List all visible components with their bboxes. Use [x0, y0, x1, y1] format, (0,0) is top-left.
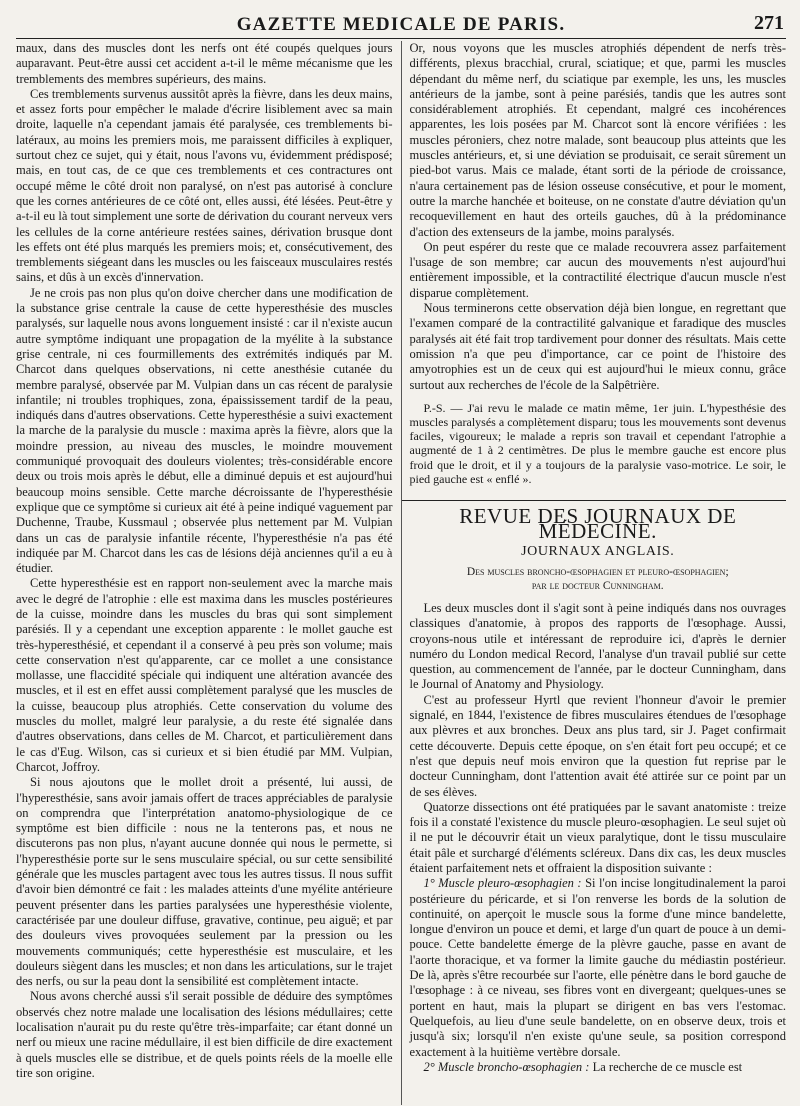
article-author: par le docteur Cunningham.	[531, 579, 664, 592]
section-divider	[402, 500, 787, 501]
paragraph: Je ne crois pas non plus qu'on doive chercher dans une modification de la substance grise centrale la cause de cette hyperesthésie des muscles paralysés, sur laquelle nous avons longuement insisté : car il n'existe aucun autre symptôme indiquant une propagation de la myélite à la substance grise centrale, ni ces fourmillements des extrémités indiqués par M. Charcot dans quelques observations, ni cette anesthésie cutanée du membre paralysé, observée par M. Vulpian dans un cas récent de paralysie infantile; ni troubles trophiques, zona, épaississement tardif de la peau, indiqués dans d'autres observations. Cette hyperesthésie a suivi exactement la marche de la paralysie du muscle : maxima après la fièvre, alors que la moindre pression, au niveau des muscles, le moindre mouvement communiqué provoquait des douleurs violentes; très-considérable encore deux ou trois mois après le début, elle a diminué depuis et est aujourd'hui beaucoup moins sensible. Cette marche décroissante de l'hyperesthésie explique que ce symptôme si curieux ait été à peine indiqué vaguement par Duchenne, Traube, Kussmaul ; observée plus nettement par M. Vulpian dans un cas de paralysie infantile récente, l'hyperesthésie n'a pas été indiquée par M. Charcot dans les cas de lésions déjà anciennes qu'il a eu à étudier.	[16, 285, 393, 576]
paragraph	[410, 1060, 787, 1075]
item-text: Si l'on incise longitudinalement la paroi postérieure du péricarde, et si l'on renverse les bords de la solution de continuité, on aperçoit le muscle sous la forme d'une mince bandelette, longue d'environ un pouce et demi, et large d'un quart de pouce à un demi-pouce. Cette bandelette émerge de la plèvre gauche, passe en avant de l'aorte thoracique, et va former la limite gauche du médiastin postérieur. De là, après s'être recourbée sur l'aorte, elle pénètre dans le bord gauche de l'œsophage : à ce niveau, ses fibres vont en divergeant; quelques-unes se portent en haut, mais la plupart se dirigent en bas vers l'estomac. Quelquefois, au lieu d'une seule bandelette, on en observe deux, trois et jusqu'à six; lorsqu'il n'en existe qu'une seule, sa position correspond exactement à la huitième vertèbre dorsale.	[409, 876, 786, 1059]
section-heading: JOURNAUX ANGLAIS.	[521, 543, 675, 559]
left-column	[16, 41, 401, 1105]
right-column	[401, 41, 787, 1105]
item-heading: 1° Muscle pleuro-œsophagien :	[423, 876, 582, 891]
article-subtitle-line: Des muscles broncho-œsophagien et pleuro-œsophagien;	[466, 565, 729, 578]
journal-title: GAZETTE MEDICALE DE PARIS.	[236, 14, 566, 35]
paragraph	[410, 876, 787, 1060]
paragraph: C'est au professeur Hyrtl que revient l'honneur d'avoir le premier signalé, en 1844, l'existence de fibres musculaires étendues de l'œsophage aux plèvres et aux bronches. Deux ans plus tard, sir J. Paget confirmait cette découverte. Depuis cette époque, on s'en était fort peu occupé; et ce n'est que depuis neuf mois environ que la question fut reprise par le docteur Cunningham, dont l'attention avait été attirée sur ce point par un de ses élèves.	[409, 692, 786, 799]
text-columns	[16, 41, 786, 1105]
paragraph: Ces tremblements survenus aussitôt après la fièvre, dans les deux mains, et assez forts pour empêcher le malade d'écrire lisiblement avec sa main droite, laquelle n'a cependant jamais été paralysée, ces tremblements bi-latéraux, au moins les premiers mois, me paraissent difficiles à expliquer, surtout chez ce sujet, qui y était, nous l'avons vu, évidemment prédisposé; mais, en tout cas, de ce que ces tremblements et ces contractures ont occupé même le côté droit non paralysé, on n'est pas autorisé à conclure que les cornes antérieures de ce côté ont, elles aussi, été lésées. Peut-être y a-t-il eu là tout simplement une sorte de dérivation du courant nerveux vers les cellules de la corne antérieure restées saines, dérivation brusque dont les effets ont été plus marqués les premiers mois; et, consécutivement, des tremblements siégeant dans les muscles ou les faisceaux musculaires restés sains, et dûs à un excès d'innervation.	[16, 86, 393, 285]
postscript: P.-S. — J'ai revu le malade ce matin même, 1er juin. L'hypesthésie des muscles paralysés a complètement disparu; tous les mouvements sont devenus faciles, vigoureux; le malade a repris son travail et cependant l'atrophie a augmenté de 1 à 2 centimètres. De plus le membre gauche est encore plus froid que le droit, et il y a toujours de la paralysie vaso-motrice. Le soir, le pied gauche est « enflé ».	[409, 400, 786, 486]
paragraph: On peut espérer du reste que ce malade recouvrera assez parfaitement l'usage de son membre; car aucun des mouvements n'est aujourd'hui entièrement impossible, et la contractilité électrique d'aucun muscle n'est disparue complètement.	[409, 239, 786, 300]
paragraph: Quatorze dissections ont été pratiquées par le savant anatomiste : treize fois il a constaté l'existence du muscle pleuro-œsophagien. Le seul sujet où il ne put le découvrir était un vieux paralytique, dont le tissu musculaire était pâle et surchargé d'éléments scléreux. Dans dix cas, les deux muscles étaient parfaitement nets et offraient la disposition suivante :	[409, 799, 786, 875]
page-number: 271	[754, 12, 784, 34]
paragraph: Cette hyperesthésie est en rapport non-seulement avec la marche mais avec le degré de l'atrophie : elle est maxima dans les muscles postérieures de la cuisse, moindre dans les muscles du bras qui sont simplement parésiés. Il y a cependant une exception apparente : le mollet gauche est très-hyperesthésié, et cependant il a conservé à peu près son volume; mais cette conservation n'est qu'apparente, car ce mollet a une consistance mollasse, une flaccidité spéciale qui indiquent une altération avancée des muscles, et il est en effet aussi complètement paralysé que les muscles de la cuisse, beaucoup plus atrophiés. Cette conservation du volume des muscles du mollet, malgré leur paralysie, a du reste été signalée dans d'autres observations, dans celles de M. Charcot, et particulièrement dans le cas d'Eug. Wilson, cas si curieux et si bien étudié par MM. Vulpian, Charcot, Joffroy.	[16, 576, 393, 774]
item-heading: 2° Muscle broncho-œsophagien :	[423, 1059, 590, 1074]
review-title: REVUE DES JOURNAUX DE MÉDECINE.	[459, 504, 737, 544]
paragraph: Les deux muscles dont il s'agit sont à peine indiqués dans nos ouvrages classiques d'anatomie, à propos des rapports de l'œsophage. Aussi, croyons-nous utile et intéressant de reproduire ici, d'après le dernier numéro du London medical Record, l'analyse d'un travail publié sur cette question, au commencement de l'année, par le docteur Cunningham, dans le Journal of Anatomy and Physiology.	[409, 600, 786, 692]
paragraph: Si nous ajoutons que le mollet droit a présenté, lui aussi, de l'hyperesthésie, sans avoir jamais offert de traces appréciables de paralysie on comprendra que l'interprétation anatomo-physiologique de ce symptôme est bien difficile : nous ne la tenterons pas, et nous ne discuterons pas non plus, n'ayant aucune donnée qui nous le permette, si l'hyperesthésie porte sur le sens musculaire spécial, ou sur cette sensibilité générale que les muscles partagent avec tous les autres tissus. Il nous suffit d'avoir bien démontré ce fait : les malades atteints d'une myélite antérieure peuvent présenter dans les parties paralysées une hyperesthésie violente, caractérisée par une douleur diffuse, gravative, continue, peu aiguë; et par des douleurs vives provoquées seulement par la pression ou les mouvements communiqués; cette hyperesthésie est musculaire, et les douleurs siègent dans les muscles; et non dans les articulations, sur le trajet des nerfs, ou sur la peau dont la sensibilité est complètement intacte.	[16, 775, 393, 989]
article-subtitle	[410, 565, 787, 593]
page-header	[16, 12, 786, 39]
paragraph: Nous avons cherché aussi s'il serait possible de déduire des symptômes observés chez notre malade une localisation des lésions médullaires; cette localisation n'aurait pu du reste qu'être très-imparfaite; car étant donné un nerf ou mieux une racine médullaire, il est bien difficile de dire exactement à quels muscles elle se distribue, et de quels points réels de la moelle elle tire son origine.	[16, 989, 393, 1080]
item-text: La recherche de ce muscle est	[592, 1059, 743, 1074]
paragraph: Nous terminerons cette observation déjà bien longue, en regrettant que l'examen comparé de la contractilité galvanique et faradique des muscles paralysés ait été fait trop tardivement pour donner des résultats. Mais cette omission n'a que peu d'importance, car ce point de l'histoire des amyotrophies est un de ceux qui est aujourd'hui le mieux connu, grâce surtout aux recherches de l'école de la Salpêtrière.	[409, 301, 786, 392]
paragraph: Or, nous voyons que les muscles atrophiés dépendent de nerfs très-différents, plexus bracchial, crural, sciatique; et que, parmi les muscles dépendant du même nerf, du sciatique par exemple, les uns, les muscles antérieurs de la jambe, sont à peine parésiés, tandis que les autres sont considérablement atrophiés. Et cependant, malgré ces incohérences apparentes, les lois posées par M. Charcot sont là encore vérifiées : les muscles péroniers, chez notre malade, sont beaucoup plus atteints que les muscles antérieurs, et, si une déviation se produisait, ce serait sûrement un pied-bot varus. Mais ce malade, étant sorti de la période de croissance, n'aura certainement pas de lésion osseuse consécutive, et pour le moment, outre la marche hanchée et boiteuse, on ne constate d'autre déviation qu'un recoquevillement en haut des orteils gauches, dû à la prédominance d'action des extenseurs de la jambe, moins paralysés.	[409, 41, 786, 239]
paragraph: maux, dans des muscles dont les nerfs ont été coupés quelques jours auparavant. Peut-être aussi cet accident a-t-il le même mécanisme que les tremblements des membres supérieurs, des mains.	[16, 41, 393, 86]
